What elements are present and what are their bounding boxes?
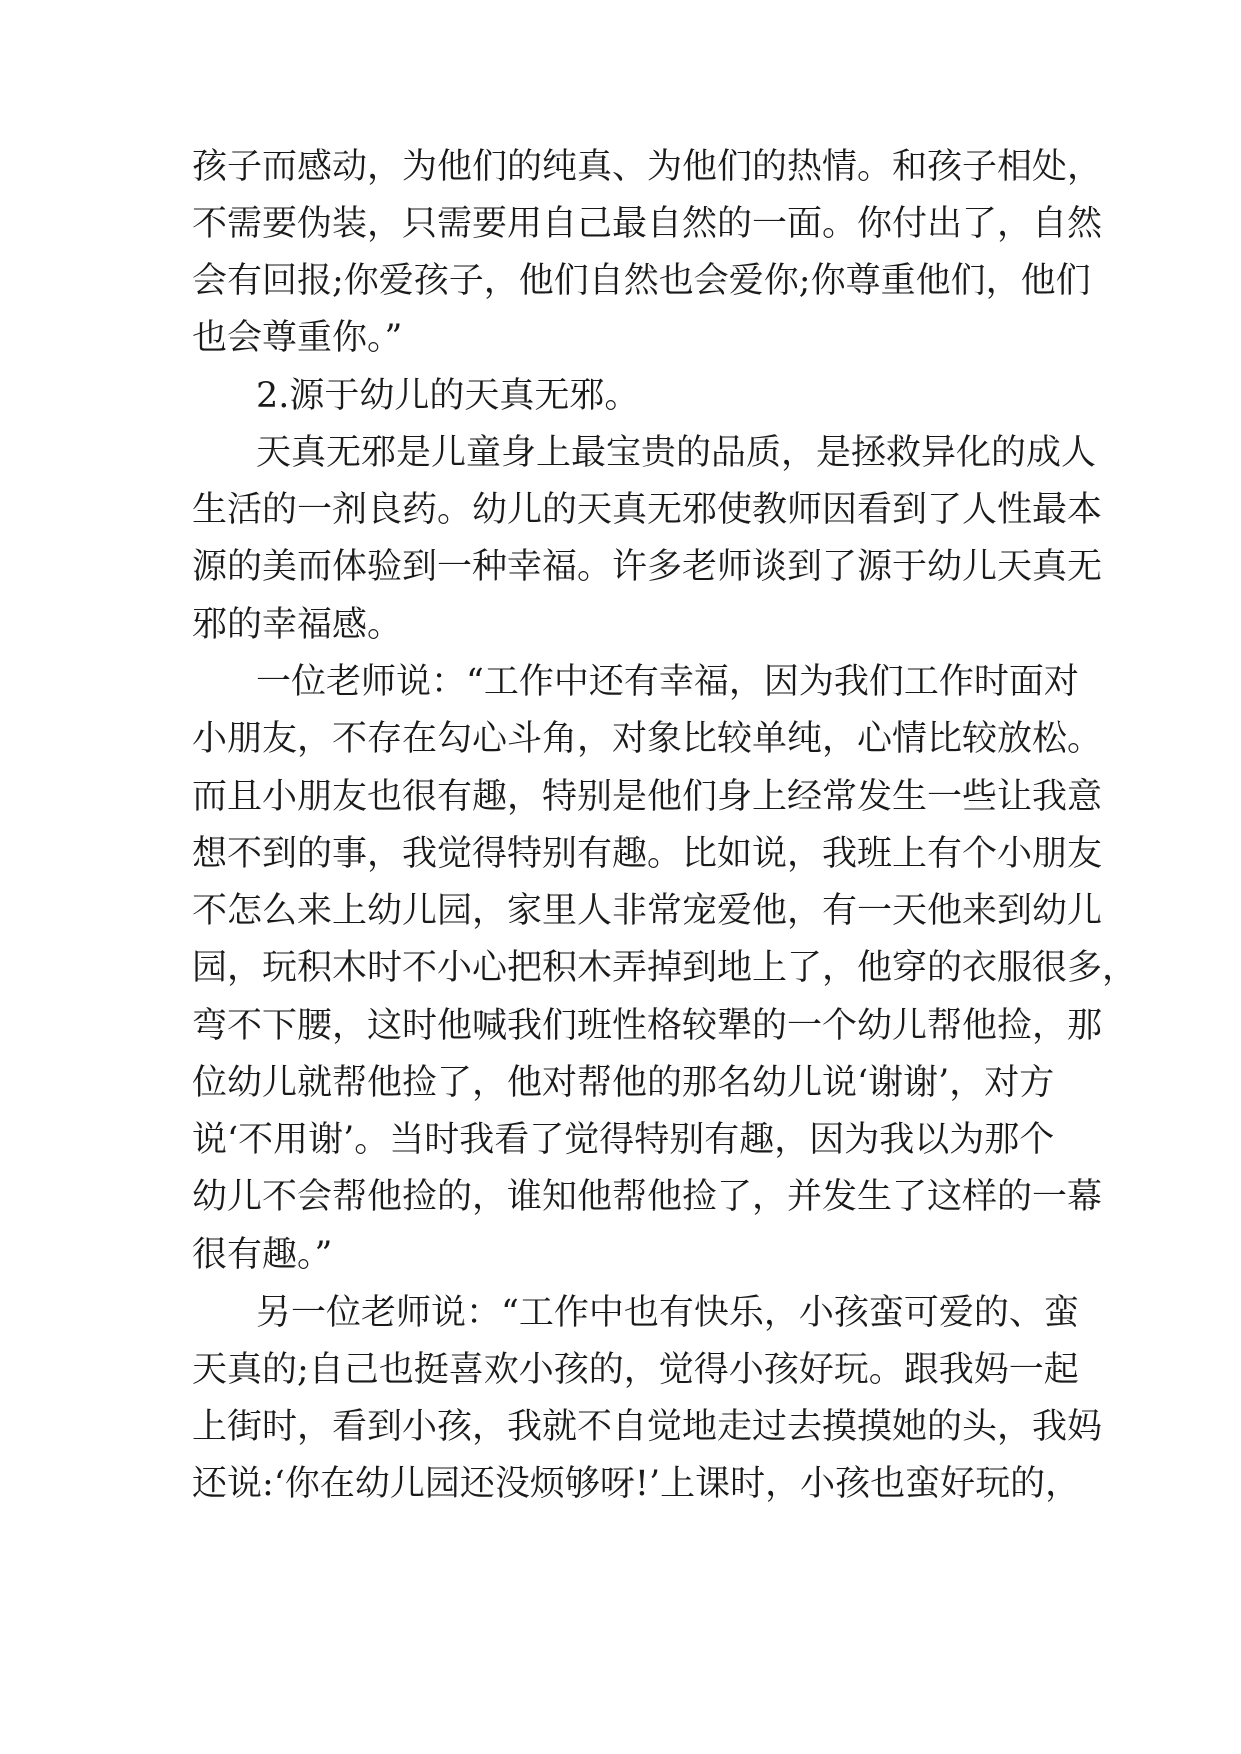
text-line: 不怎么来上幼儿园，家里人非常宠爱他，有一天他来到幼儿 <box>192 891 1103 931</box>
text-line: 另一位老师说：“工作中也有快乐，小孩蛮可爱的、蛮 <box>256 1293 1079 1333</box>
text-line: 天真的;自己也挺喜欢小孩的，觉得小孩好玩。跟我妈一起 <box>192 1350 1079 1390</box>
text-line: 说‘不用谢’。当时我看了觉得特别有趣，因为我以为那个 <box>192 1120 1055 1160</box>
text-line: 而且小朋友也很有趣，特别是他们身上经常发生一些让我意 <box>192 777 1103 817</box>
text-line: 会有回报;你爱孩子，他们自然也会爱你;你尊重他们，他们 <box>192 261 1091 301</box>
section-heading: 2.源于幼儿的天真无邪。 <box>256 376 640 416</box>
text-line: 小朋友，不存在勾心斗角，对象比较单纯，心情比较放松。 <box>192 719 1103 759</box>
text-line: 还说:‘你在幼儿园还没烦够呀!’上课时，小孩也蛮好玩的， <box>192 1464 1081 1504</box>
text-line: 一位老师说：“工作中还有幸福，因为我们工作时面对 <box>256 662 1079 702</box>
text-line: 上街时，看到小孩，我就不自觉地走过去摸摸她的头，我妈 <box>192 1407 1103 1447</box>
text-line: 很有趣。” <box>192 1235 333 1275</box>
text-line: 幼儿不会帮他捡的，谁知他帮他捡了，并发生了这样的一幕 <box>192 1177 1103 1217</box>
text-line: 园，玩积木时不小心把积木弄掉到地上了，他穿的衣服很多， <box>192 948 1138 988</box>
text-line: 想不到的事，我觉得特别有趣。比如说，我班上有个小朋友 <box>192 834 1103 874</box>
text-line: 天真无邪是儿童身上最宝贵的品质，是拯救异化的成人 <box>256 433 1097 473</box>
text-line: 邪的幸福感。 <box>192 605 403 645</box>
text-line: 位幼儿就帮他捡了，他对帮他的那名幼儿说‘谢谢’，对方 <box>192 1063 1055 1103</box>
text-line: 不需要伪装，只需要用自己最自然的一面。你付出了，自然 <box>192 204 1103 244</box>
text-line: 孩子而感动，为他们的纯真、为他们的热情。和孩子相处， <box>192 147 1103 187</box>
text-line: 也会尊重你。” <box>192 318 403 358</box>
text-line: 生活的一剂良药。幼儿的天真无邪使教师因看到了人性最本 <box>192 490 1103 530</box>
text-line: 弯不下腰，这时他喊我们班性格较犟的一个幼儿帮他捡，那 <box>192 1006 1103 1046</box>
text-line: 源的美而体验到一种幸福。许多老师谈到了源于幼儿天真无 <box>192 547 1103 587</box>
